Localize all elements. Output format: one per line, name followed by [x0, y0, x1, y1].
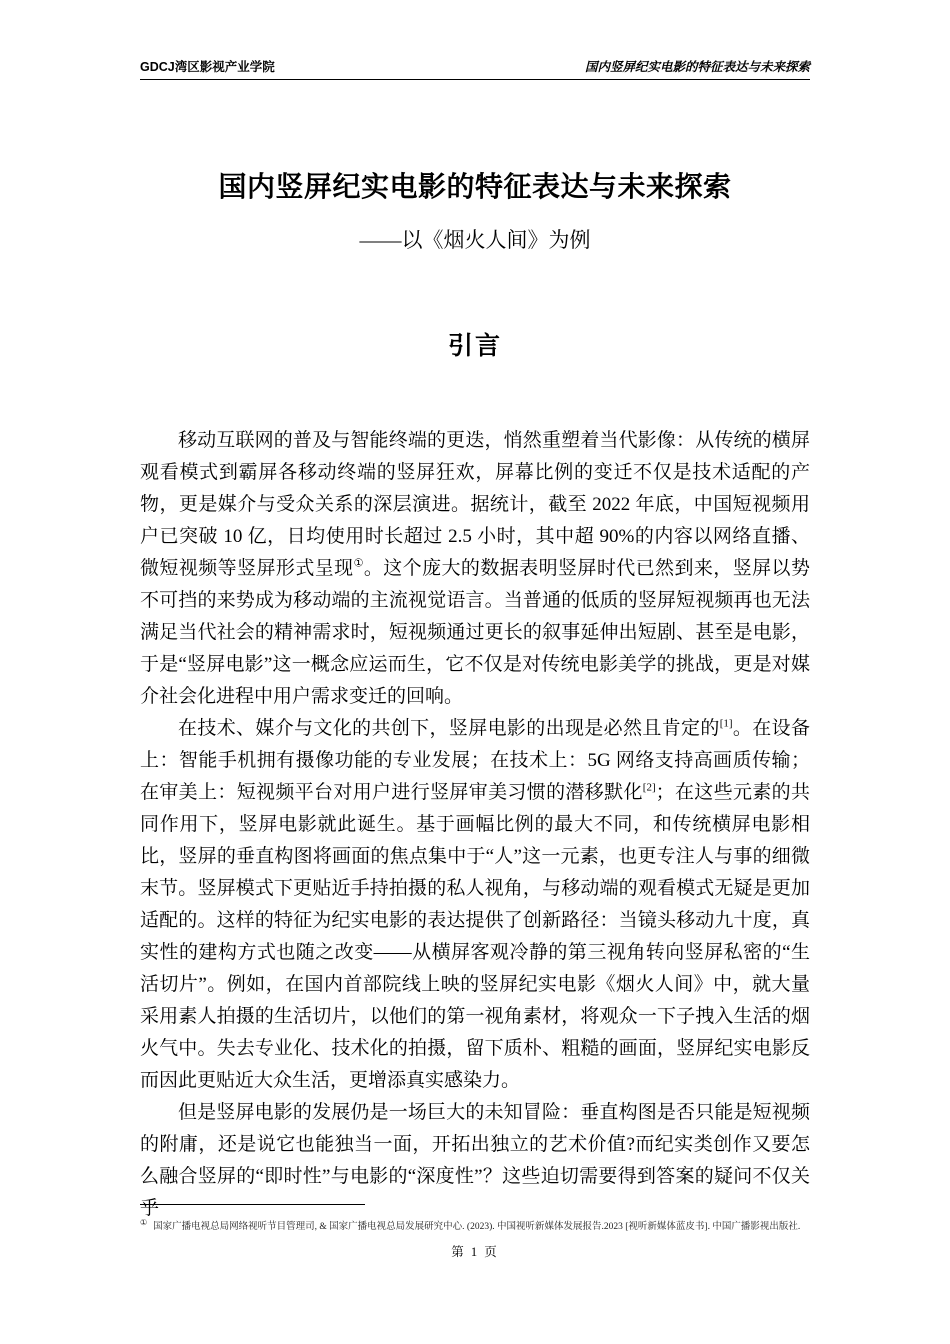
superscript-reference: [1] [719, 717, 733, 730]
header-left-text: GDCJ湾区影视产业学院 [140, 60, 275, 74]
document-title: 国内竖屏纪实电影的特征表达与未来探索 [218, 171, 732, 202]
document-subtitle: ——以《烟火人间》为例 [359, 228, 591, 252]
superscript-reference: ① [353, 557, 364, 570]
section-heading-introduction: 引言 [447, 332, 502, 360]
document-content [140, 0, 810, 1225]
footnote-marker: ① [140, 1217, 148, 1227]
superscript-reference: [2] [642, 781, 656, 794]
header-right-text: 国内竖屏纪实电影的特征表达与未来探索 [584, 60, 810, 74]
body-paragraph: 但是竖屏电影的发展仍是一场巨大的未知冒险：垂直构图是否只能是短视频的附庸，还是说它也能独当一面，开拓出独立的艺术价值?而纪实类创作又要怎么融合竖屏的“即时性”与电影的“深度性”？这些迫切需要得到答案的疑问不仅关乎 [140, 1102, 810, 1219]
footnote-text: 国家广播电视总局网络视听节目管理司, & 国家广播电视总局发展研究中心. (2023). 中国视听新媒体发展报告.2023 [视听新媒体蓝皮书]. 中国广播影视出版社. [153, 1222, 801, 1232]
footnote-separator [140, 1204, 365, 1205]
footnote [140, 1216, 810, 1234]
body-paragraph: 在技术、媒介与文化的共创下，竖屏电影的出现是必然且肯定的[1]。在设备上：智能手机拥有摄像功能的专业发展；在技术上：5G 网络支持高画质传输；在审美上：短视频平台对用户进行竖屏审美习惯的潜移默化[2]；在这些元素的共同作用下，竖屏电影就此诞生。基于画幅比例的最大不同，和传统横屏电影相比，竖屏的垂直构图将画面的焦点集中于“人”这一元素，也更专注人与事的细微末节。竖屏模式下更贴近手持拍摄的私人视角，与移动端的观看模式无疑是更加适配的。这样的特征为纪实电影的表达提供了创新路径：当镜头移动九十度，真实性的建构方式也随之改变——从横屏客观冷静的第三视角转向竖屏私密的“生活切片”。例如，在国内首部院线上映的竖屏纪实电影《烟火人间》中，就大量采用素人拍摄的生活切片，以他们的第一视角素材，将观众一下子拽入生活的烟火气中。失去专业化、技术化的拍摄，留下质朴、粗糙的画面，竖屏纪实电影反而因此更贴近大众生活，更增添真实感染力。 [140, 717, 810, 1091]
page-number: 第 1 页 [451, 1245, 499, 1259]
body-paragraph: 移动互联网的普及与智能终端的更迭，悄然重塑着当代影像：从传统的横屏观看模式到霸屏各移动终端的竖屏狂欢，屏幕比例的变迁不仅是技术适配的产物，更是媒介与受众关系的深层演进。据统计，截至 2022 年底，中国短视频用户已突破 10 亿，日均使用时长超过 2.5 小时，其中超 90%的内容以网络直播、微短视频等竖屏形式呈现①。这个庞大的数据表明竖屏时代已然到来，竖屏以势不可挡的来势成为移动端的主流视觉语言。当普通的低质的竖屏短视频再也无法满足当代社会的精神需求时，短视频通过更长的叙事延伸出短剧、甚至是电影，于是“竖屏电影”这一概念应运而生，它不仅是对传统电影美学的挑战，更是对媒介社会化进程中用户需求变迁的回响。 [140, 430, 810, 707]
document-body [140, 425, 810, 1225]
